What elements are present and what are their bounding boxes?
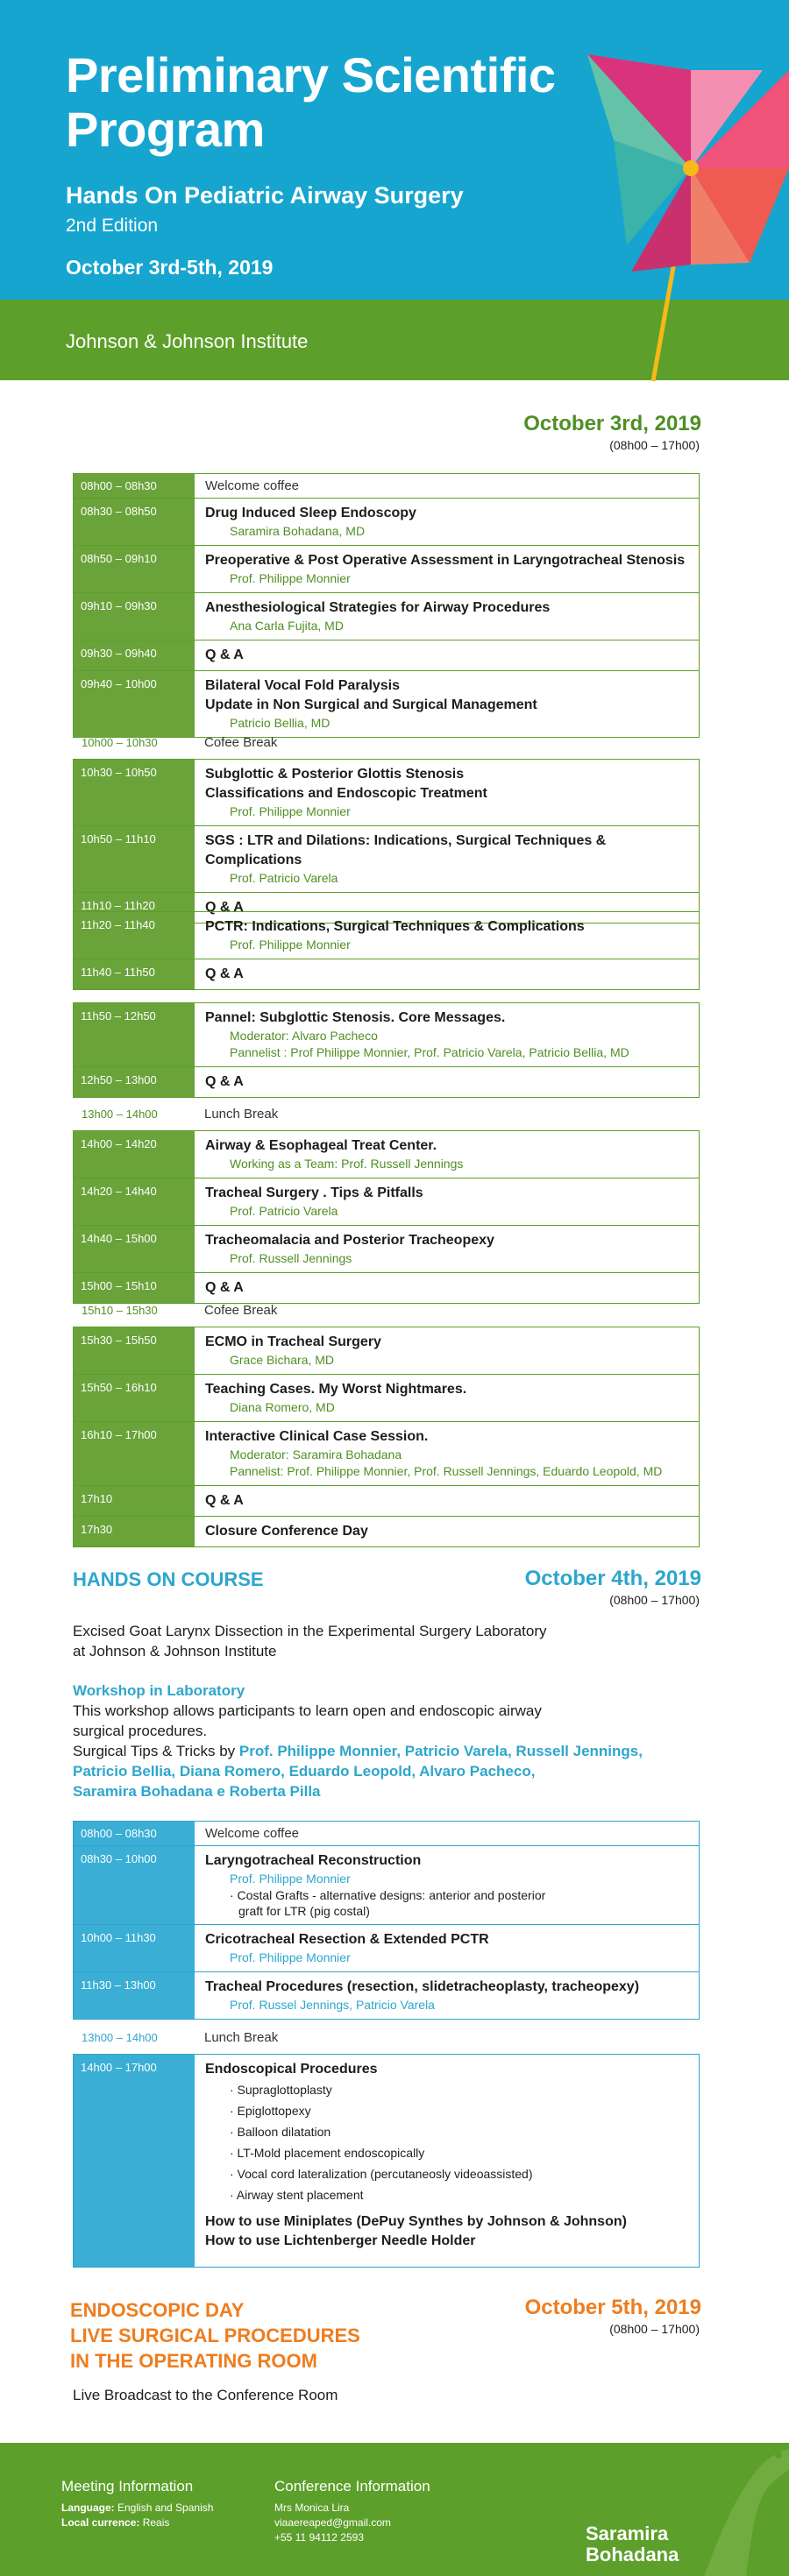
break-time: 13h00 – 14h00: [82, 1107, 158, 1121]
conference-info: [274, 2478, 430, 2545]
row-time: 11h20 – 11h40: [74, 912, 195, 959]
row-time: 14h40 – 15h00: [74, 1226, 195, 1272]
session-title: Airway & Esophageal Treat Center.: [205, 1138, 437, 1153]
session-speaker: Patricio Bellia, MD: [230, 716, 331, 730]
row-time: 10h00 – 11h30: [74, 1925, 195, 1971]
table-row: [74, 671, 699, 737]
day1-header: [523, 412, 701, 452]
session-speaker: Moderator: Alvaro Pacheco: [230, 1029, 378, 1043]
conference-info-title: Conference Information: [274, 2478, 430, 2495]
meeting-info-title: Meeting Information: [61, 2478, 194, 2495]
table-row: [74, 959, 699, 989]
table-row: [74, 1822, 699, 1846]
session-title: Tracheomalacia and Posterior Tracheopexy: [205, 1233, 494, 1248]
row-time: 14h00 – 14h20: [74, 1131, 195, 1178]
break-row: [73, 2024, 700, 2050]
day1-hours: (08h00 – 17h00): [609, 438, 700, 452]
session-title: Classifications and Endoscopic Treatment: [205, 786, 487, 801]
break-time: 15h10 – 15h30: [82, 1303, 158, 1317]
page-title: Preliminary Scientific Program: [66, 47, 556, 157]
day1-block-5: [73, 1130, 700, 1304]
tips-names: Prof. Philippe Monnier, Patricio Varela, Russell Jennings,: [238, 1743, 643, 1759]
day1-block-6: [73, 1327, 700, 1547]
table-row: [74, 2055, 699, 2267]
session-panelists: Pannelist : Prof Philippe Monnier, Prof. Patricio Varela, Patricio Bellia, MD: [230, 1045, 629, 1059]
session-title: Subglottic & Posterior Glottis Stenosis: [205, 767, 465, 782]
session-panelists: Pannelist: Prof. Philippe Monnier, Prof. Russell Jennings, Eduardo Leopold, MD: [230, 1464, 663, 1478]
day3-hours: (08h00 – 17h00): [609, 2322, 700, 2336]
row-time: 09h30 – 09h40: [74, 640, 195, 670]
table-row: [74, 1925, 699, 1972]
workshop-description: [73, 1681, 704, 1801]
row-time: 15h00 – 15h10: [74, 1273, 195, 1303]
row-time: 11h50 – 12h50: [74, 1003, 195, 1066]
row-time: 08h50 – 09h10: [74, 546, 195, 592]
day3-date: October 5th, 2019: [524, 2296, 701, 2319]
day3-header: [525, 2296, 701, 2336]
session-title: Q & A: [205, 966, 244, 981]
intro-line: at Johnson & Johnson Institute: [73, 1643, 277, 1660]
session-title: How to use Lichtenberger Needle Holder: [205, 2233, 476, 2248]
row-time: 14h20 – 14h40: [74, 1178, 195, 1225]
break-row: [73, 729, 700, 755]
table-row: [74, 1067, 699, 1097]
table-row: [74, 1327, 699, 1375]
row-time: 08h30 – 08h50: [74, 499, 195, 545]
footer: [0, 2443, 789, 2576]
break-time: 13h00 – 14h00: [82, 2030, 158, 2044]
pinwheel-icon: [561, 35, 789, 386]
currency-value: Reais: [139, 2516, 170, 2529]
table-row: [74, 1178, 699, 1226]
session-title: Q & A: [205, 1493, 244, 1508]
session-title: Q & A: [205, 1280, 244, 1295]
break-label: Cofee Break: [204, 1302, 278, 1318]
workshop-text: surgical procedures.: [73, 1723, 208, 1739]
session-title: Preoperative & Post Operative Assessment in Laryngotracheal Stenosis: [205, 553, 686, 568]
language-value: English and Spanish: [114, 2502, 214, 2514]
table-row: [74, 1486, 699, 1517]
day2-date: October 4th, 2019: [524, 1567, 701, 1590]
session-title: Tracheal Surgery . Tips & Pitfalls: [205, 1185, 423, 1200]
procedure-item: · LT-Mold placement endoscopically: [230, 2146, 425, 2160]
break-label: Lunch Break: [204, 2029, 279, 2045]
session-title: ECMO in Tracheal Surgery: [205, 1334, 381, 1349]
brand-line: Bohadana: [586, 2544, 679, 2565]
day1-block-2: [73, 759, 700, 924]
row-time: 15h30 – 15h50: [74, 1327, 195, 1374]
day2-block-2: [73, 2054, 700, 2268]
tips-names: Patricio Bellia, Diana Romero, Eduardo Leopold, Alvaro Pacheco,: [73, 1763, 536, 1780]
day2-block-1: [73, 1821, 700, 2020]
session-title: Laryngotracheal Reconstruction: [205, 1853, 422, 1868]
row-time: 10h50 – 11h10: [74, 826, 195, 892]
session-speaker: Working as a Team: Prof. Russell Jennings: [230, 1157, 464, 1171]
session-title: PCTR: Indications, Surgical Techniques & Complications: [205, 919, 585, 934]
procedure-item: · Vocal cord lateralization (percutaneosly videoassisted): [230, 2167, 533, 2181]
row-time: 10h30 – 10h50: [74, 760, 195, 825]
table-row: [74, 1375, 699, 1422]
session-speaker: Prof. Philippe Monnier: [230, 1950, 351, 1964]
row-time: 17h30: [74, 1517, 195, 1546]
session-speaker: Saramira Bohadana, MD: [230, 524, 366, 538]
table-row: [74, 760, 699, 826]
session-bullet: graft for LTR (pig costal): [238, 1904, 370, 1918]
procedure-item: · Balloon dilatation: [230, 2125, 331, 2139]
table-row: [74, 1003, 699, 1067]
course-name: Hands On Pediatric Airway Surgery: [66, 182, 464, 209]
table-row: [74, 1846, 699, 1925]
day2-header: [525, 1567, 701, 1607]
intro-line: Excised Goat Larynx Dissection in the Experimental Surgery Laboratory: [73, 1623, 547, 1639]
title-line: LIVE SURGICAL PROCEDURES: [70, 2325, 360, 2346]
break-label: Lunch Break: [204, 1106, 279, 1122]
session-title: Bilateral Vocal Fold Paralysis: [205, 678, 401, 693]
row-time: 08h00 – 08h30: [74, 474, 195, 498]
session-title: Interactive Clinical Case Session.: [205, 1429, 429, 1444]
row-time: 14h00 – 17h00: [74, 2055, 195, 2267]
row-time: 08h00 – 08h30: [74, 1822, 195, 1845]
procedure-item: · Epiglottopexy: [230, 2104, 311, 2118]
session-title: SGS : LTR and Dilations: Indications, Surgical Techniques & Complications: [205, 833, 607, 867]
break-row: [73, 1297, 700, 1323]
session-speaker: Prof. Patricio Varela: [230, 871, 338, 885]
session-title: Endoscopical Procedures: [205, 2062, 378, 2077]
title-line: IN THE OPERATING ROOM: [70, 2350, 317, 2372]
row-time: 09h10 – 09h30: [74, 593, 195, 640]
contact-email[interactable]: viaaereaped@gmail.com: [274, 2516, 391, 2529]
session-speaker: Prof. Russell Jennings: [230, 1251, 352, 1265]
session-title: Q & A: [205, 1074, 244, 1089]
procedure-item: · Supraglottoplasty: [230, 2083, 332, 2097]
institute-name: Johnson & Johnson Institute: [66, 330, 309, 352]
row-time: 12h50 – 13h00: [74, 1067, 195, 1097]
row-time: 09h40 – 10h00: [74, 671, 195, 737]
day1-date: October 3rd, 2019: [523, 412, 701, 435]
table-row: [74, 826, 699, 893]
table-row: [74, 912, 699, 959]
session-title: Pannel: Subglottic Stenosis. Core Messages.: [205, 1010, 506, 1025]
session-title: Update in Non Surgical and Surgical Management: [205, 697, 537, 712]
procedure-item: · Airway stent placement: [230, 2188, 364, 2202]
table-row: [74, 1972, 699, 2019]
row-time: 16h10 – 17h00: [74, 1422, 195, 1485]
session-speaker: Grace Bichara, MD: [230, 1353, 335, 1367]
table-row: [74, 499, 699, 546]
brand-line: Saramira: [586, 2523, 669, 2544]
session-speaker: Prof. Patricio Varela: [230, 1204, 338, 1218]
session-speaker: Prof. Philippe Monnier: [230, 804, 351, 818]
row-time: 08h30 – 10h00: [74, 1846, 195, 1924]
contact-phone[interactable]: +55 11 94112 2593: [274, 2531, 364, 2544]
giraffe-watermark-icon: [666, 2443, 789, 2576]
table-row: [74, 1226, 699, 1273]
hands-on-intro: [73, 1621, 704, 1661]
row-label: Welcome coffee: [205, 478, 299, 493]
language-label: Language:: [61, 2502, 115, 2514]
session-title: Q & A: [205, 648, 244, 662]
row-time: 11h10 – 11h20: [74, 893, 195, 923]
break-row: [73, 1100, 700, 1127]
workshop-title: Workshop in Laboratory: [73, 1682, 245, 1699]
session-speaker: Ana Carla Fujita, MD: [230, 619, 344, 633]
session-speaker: Prof. Philippe Monnier: [230, 938, 351, 952]
table-row: [74, 1422, 699, 1486]
session-title: Closure Conference Day: [205, 1524, 368, 1539]
title-line: ENDOSCOPIC DAY: [70, 2299, 245, 2321]
session-title: How to use Miniplates (DePuy Synthes by Johnson & Johnson): [205, 2214, 627, 2229]
table-row: [74, 474, 699, 499]
tips-names: Saramira Bohadana e Roberta Pilla: [73, 1783, 321, 1800]
tips-lead: Surgical Tips & Tricks by: [73, 1743, 239, 1759]
row-label: Welcome coffee: [205, 1825, 299, 1841]
row-time: 11h30 – 13h00: [74, 1972, 195, 2019]
table-row: [74, 1517, 699, 1546]
table-row: [74, 593, 699, 640]
session-bullet: · Costal Grafts - alternative designs: anterior and posterior: [230, 1888, 546, 1902]
break-time: 10h00 – 10h30: [82, 735, 158, 749]
meeting-info: [61, 2478, 213, 2530]
table-row: [74, 1131, 699, 1178]
session-title: Q & A: [205, 900, 244, 915]
hands-on-title: HANDS ON COURSE: [73, 1568, 264, 1590]
table-row: [74, 546, 699, 593]
currency-label: Local currence:: [61, 2516, 140, 2529]
session-title: Drug Induced Sleep Endoscopy: [205, 506, 416, 520]
day2-hours: (08h00 – 17h00): [609, 1593, 700, 1607]
contact-name: Mrs Monica Lira: [274, 2502, 350, 2514]
session-speaker: Diana Romero, MD: [230, 1400, 335, 1414]
brand-logo: [586, 2523, 679, 2565]
session-speaker: Moderator: Saramira Bohadana: [230, 1447, 402, 1461]
session-speaker: Prof. Russel Jennings, Patricio Varela: [230, 1998, 435, 2012]
session-title: Anesthesiological Strategies for Airway Procedures: [205, 600, 551, 615]
day1-block-1: [73, 473, 700, 738]
row-time: 15h50 – 16h10: [74, 1375, 195, 1421]
workshop-text: This workshop allows participants to learn open and endoscopic airway: [73, 1702, 542, 1719]
endoscopic-day-title: [70, 2297, 360, 2374]
session-speaker: Prof. Philippe Monnier: [230, 1872, 351, 1886]
row-time: 11h40 – 11h50: [74, 959, 195, 989]
event-dates: October 3rd-5th, 2019: [66, 256, 274, 279]
broadcast-note: Live Broadcast to the Conference Room: [73, 2387, 338, 2403]
edition: 2nd Edition: [66, 216, 159, 236]
day1-block-3: [73, 911, 700, 990]
session-speaker: Prof. Philippe Monnier: [230, 571, 351, 585]
row-time: 17h10: [74, 1486, 195, 1516]
session-title: Cricotracheal Resection & Extended PCTR: [205, 1932, 489, 1947]
break-label: Cofee Break: [204, 734, 278, 750]
session-title: Tracheal Procedures (resection, slidetracheoplasty, tracheopexy): [205, 1979, 640, 1994]
table-row: [74, 640, 699, 671]
session-title: Teaching Cases. My Worst Nightmares.: [205, 1382, 467, 1397]
day1-block-4: [73, 1002, 700, 1098]
